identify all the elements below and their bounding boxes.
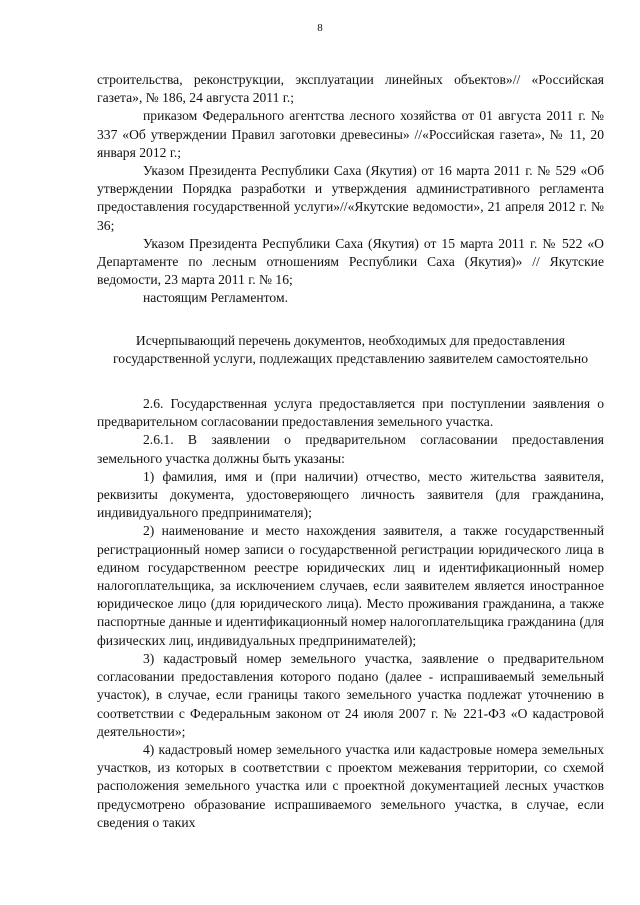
document-body [97, 71, 604, 832]
paragraph-1: строительства, реконструкции, эксплуатации линейных объектов»// «Российская газета», № 186, 24 августа 2011 г.; [97, 72, 604, 106]
section-paragraph-3: 1) фамилия, имя и (при наличии) отчество, место жительства заявителя, реквизиты документа, удостоверяющего личность заявителя (для гражданина, индивидуального предпринимателя); [97, 468, 604, 521]
section-paragraph-5: 3) кадастровый номер земельного участка, заявление о предварительном согласовании предоставления которого подано (далее - испрашиваемый земельный участок), в случае, если границы такого земельного участка подлежат уточнению в соответствии с Федеральным законом от 24 июля 2007 г. № 221-ФЗ «О кадастровой деятельности»; [97, 650, 604, 739]
paragraph-2: приказом Федерального агентства лесного хозяйства от 01 августа 2011 г. № 337 «Об утверждении Правил заготовки древесины» //«Российская газета», № 11, 20 января 2012 г.; [97, 108, 604, 160]
paragraph-4: Указом Президента Республики Саха (Якутия) от 15 марта 2011 г. № 522 «О Департаменте по лесным отношениям Республики Саха (Якутия)» // Якутские ведомости, 23 марта 2011 г. № 16; [97, 235, 604, 288]
page-number: 8 [317, 22, 323, 34]
section-paragraph-6: 4) кадастровый номер земельного участка или кадастровые номера земельных участков, из которых в соответствии с проектом межевания территории, со схемой расположения земельного участка или с проектной документацией лесных участков предусмотрено образование испрашиваемого земельного участка, в случае, если сведения о таких [97, 741, 604, 830]
section-paragraph-1: 2.6. Государственная услуга предоставляется при поступлении заявления о предварительном согласовании предоставления земельного участка. [97, 396, 604, 430]
section-paragraph-4: 2) наименование и место нахождения заявителя, а также государственный регистрационный номер записи о государственной регистрации юридического лица в едином государственном реестре юридических лиц и идентификационный номер налогоплательщика, за исключением случаев, если заявителем является иностранное юридическое лицо (для юридического лица). Место проживания гражданина, а также паспортные данные и идентификационный номер налогоплательщика гражданина (для физических лиц, индивидуальных предпринимателей); [97, 523, 604, 648]
section-paragraph-2: 2.6.1. В заявлении о предварительном согласовании предоставления земельного участка должны быть указаны: [97, 432, 604, 466]
section-title: Исчерпывающий перечень документов, необходимых для предоставления государственной услуги, подлежащих представлению заявителем самостоятельно [112, 332, 589, 366]
paragraph-5: настоящим Регламентом. [143, 290, 288, 306]
paragraph-3: Указом Президента Республики Саха (Якутия) от 16 марта 2011 г. № 529 «Об утверждении Порядка разработки и утверждения административного регламента предоставления государственной услуги»//«Якутские ведомости», 21 апреля 2012 г. № 36; [97, 163, 604, 233]
